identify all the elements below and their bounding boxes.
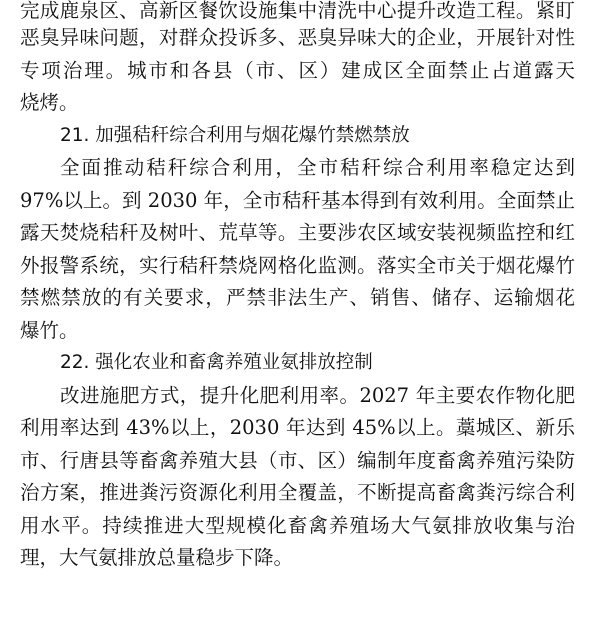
paragraph-line: 外报警系统，实行秸秆禁烧网格化监测。落实全市关于烟花爆竹 xyxy=(20,253,575,277)
section-heading: 22. 强化农业和畜禽养殖业氨排放控制 xyxy=(60,352,373,373)
paragraph-line: 完成鹿泉区、高新区餐饮设施集中清洗中心提升改造工程。紧盯 xyxy=(20,0,575,22)
paragraph-line: 全面推动秸秆综合利用，全市秸秆综合利用率稳定达到 xyxy=(60,156,575,179)
paragraph-line: 治方案，推进粪污资源化利用全覆盖，不断提高畜禽粪污综合利 xyxy=(20,481,575,504)
paragraph-line: 97%以上。到 2030 年，全市秸秆基本得到有效利用。全面禁止 xyxy=(20,188,575,212)
paragraph-line: 用水平。持续推进大型规模化畜禽养殖场大气氨排放收集与治 xyxy=(20,513,575,537)
paragraph-line: 专项治理。城市和各县（市、区）建成区全面禁止占道露天 xyxy=(20,58,575,82)
paragraph-line: 利用率达到 43%以上，2030 年达到 45%以上。藁城区、新乐 xyxy=(20,416,575,439)
paragraph-line: 露天焚烧秸秆及树叶、荒草等。主要涉农区域安装视频监控和红 xyxy=(20,221,575,244)
paragraph-line: 爆竹。 xyxy=(20,318,79,342)
paragraph-line: 恶臭异味问题，对群众投诉多、恶臭异味大的企业，开展针对性 xyxy=(20,26,575,49)
paragraph-line: 烧烤。 xyxy=(20,91,79,114)
paragraph-line: 市、行唐县等畜禽养殖大县（市、区）编制年度畜禽养殖污染防 xyxy=(20,448,575,472)
paragraph-line: 禁燃禁放的有关要求，严禁非法生产、销售、储存、运输烟花 xyxy=(20,286,575,309)
section-heading: 21. 加强秸秆综合利用与烟花爆竹禁燃禁放 xyxy=(60,124,410,146)
paragraph-line: 改进施肥方式，提升化肥利用率。2027 年主要农作物化肥 xyxy=(60,383,575,407)
paragraph-line: 理，大气氨排放总量稳步下降。 xyxy=(20,546,294,569)
